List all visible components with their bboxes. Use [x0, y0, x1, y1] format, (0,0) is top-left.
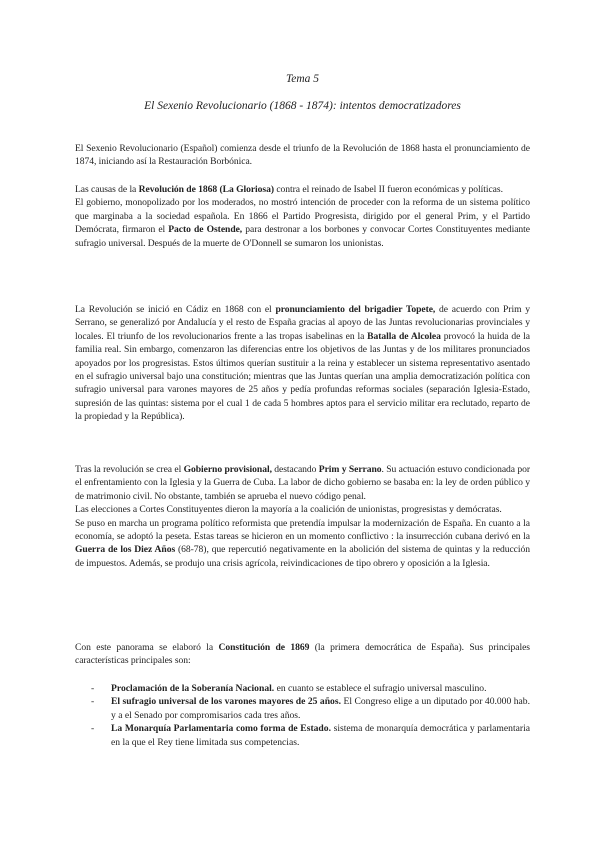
- bold-term: Pacto de Ostende,: [168, 224, 243, 236]
- paragraph-provisional-government: Tras la revolución se crea el Gobierno provisional, destacando Prim y Serrano. Su actuación estuvo condicionada por el enfrentamiento con la Iglesia y la Guerra de Cuba. La labor de dicho gobierno se basaba en: la ley de orden público y de matrimonio civil. No obstante, también se aprueba el nuevo código penal. Las elecciones a Cortes Constituyentes dieron la mayoría a la coalición de unionistas, progresistas y demócratas. Se puso en marcha un programa político reformista que pretendía impulsar la modernización de España. En cuanto a la economía, se adoptó la peseta. Estas tareas se hicieron en un momento conflictivo : la insurrección cubana derivó en la Guerra de los Diez Años (68-78), que repercutió negativamente en la abolición del sistema de quintas y la reducción de impuestos. Además, se produjo una crisis agrícola, reivindicaciones de tipo obrero y oposición a la Iglesia.: [75, 464, 530, 569]
- document-subtitle: El Sexenio Revolucionario (1868 - 1874): intentos democratizadores: [144, 100, 461, 112]
- paragraph-intro: El Sexenio Revolucionario (Español) comienza desde el triunfo de la Revolución de 1868 hasta el pronunciamiento de 1874, iniciando así la Restauración Borbónica.: [75, 143, 530, 168]
- bold-term: Revolución de 1868 (La Gloriosa): [138, 184, 274, 195]
- paragraph-revolution: La Revolución se inició en Cádiz en 1868 con el pronunciamiento del brigadier Topete, de acuerdo con Prim y Serrano, se generalizó por Andalucía y el resto de España gracias al apoyo de las Juntas revolucionarias provinciales y locales. El triunfo de los revolucionarios frente a las tropas isabelinas en la Batalla de Alcolea provocó la huida de la familia real. Sin embargo, comenzaron las diferencias entre los objetivos de las Juntas y de los militares pronunciados apoyados por los progresistas. Estos últimos querían sustituir a la reina y establecer un sistema representativo asentado en el sufragio universal bajo una constitución; mientras que las Juntas querían una amplia democratización política con sufragio universal para varones mayores de 25 años y pedía profundas reformas sociales (separación Iglesia-Estado, supresión de las quintas: sistema por el cual 1 de cada 5 hombres aptos para el servicio militar era reclutado, reparto de la propiedad y la República).: [75, 304, 530, 423]
- characteristics-list: [91, 682, 530, 749]
- bold-term: pronunciamiento del brigadier Topete,: [275, 304, 436, 315]
- bold-term: Constitución de 1869: [218, 642, 310, 653]
- document-title: Tema 5: [285, 73, 320, 85]
- paragraph-causes: Las causas de la Revolución de 1868 (La Gloriosa) contra el reinado de Isabel II fueron económicas y políticas. El gobierno, monopolizado por los moderados, no mostró intención de proceder con la reforma de un sistema político que marginaba a la sociedad española. En 1866 el Partido Progresista, dirigido por el general Prim, y el Partido Demócrata, firmaron el Pacto de Ostende, para destronar a los borbones y convocar Cortes Constituyentes mediante sufragio universal. Después de la muerte de O'Donnell se sumaron los unionistas.: [75, 184, 531, 249]
- bold-term: Batalla de Alcolea: [367, 330, 441, 342]
- list-item: - El sufragio universal de los varones mayores de 25 años. El Congreso elige a un diputado por 40.000 hab. y a el Senado por compromisarios cada tres años.: [91, 696, 530, 721]
- bold-term: Prim y Serrano: [318, 464, 382, 475]
- bold-term: Gobierno provisional,: [183, 464, 272, 475]
- list-item: - Proclamación de la Soberanía Nacional. en cuanto se establece el sufragio universal masculino.: [91, 683, 487, 694]
- paragraph-constitution: Con este panorama se elaboró la Constitución de 1869 (la primera democrática de España). Sus principales características principales son:: [75, 642, 530, 667]
- bold-term: Guerra de los Diez Años: [75, 544, 176, 556]
- list-item: - La Monarquía Parlamentaria como forma de Estado. sistema de monarquía democrática y parlamentaria en la que el Rey tiene limitada sus competencias.: [91, 723, 530, 748]
